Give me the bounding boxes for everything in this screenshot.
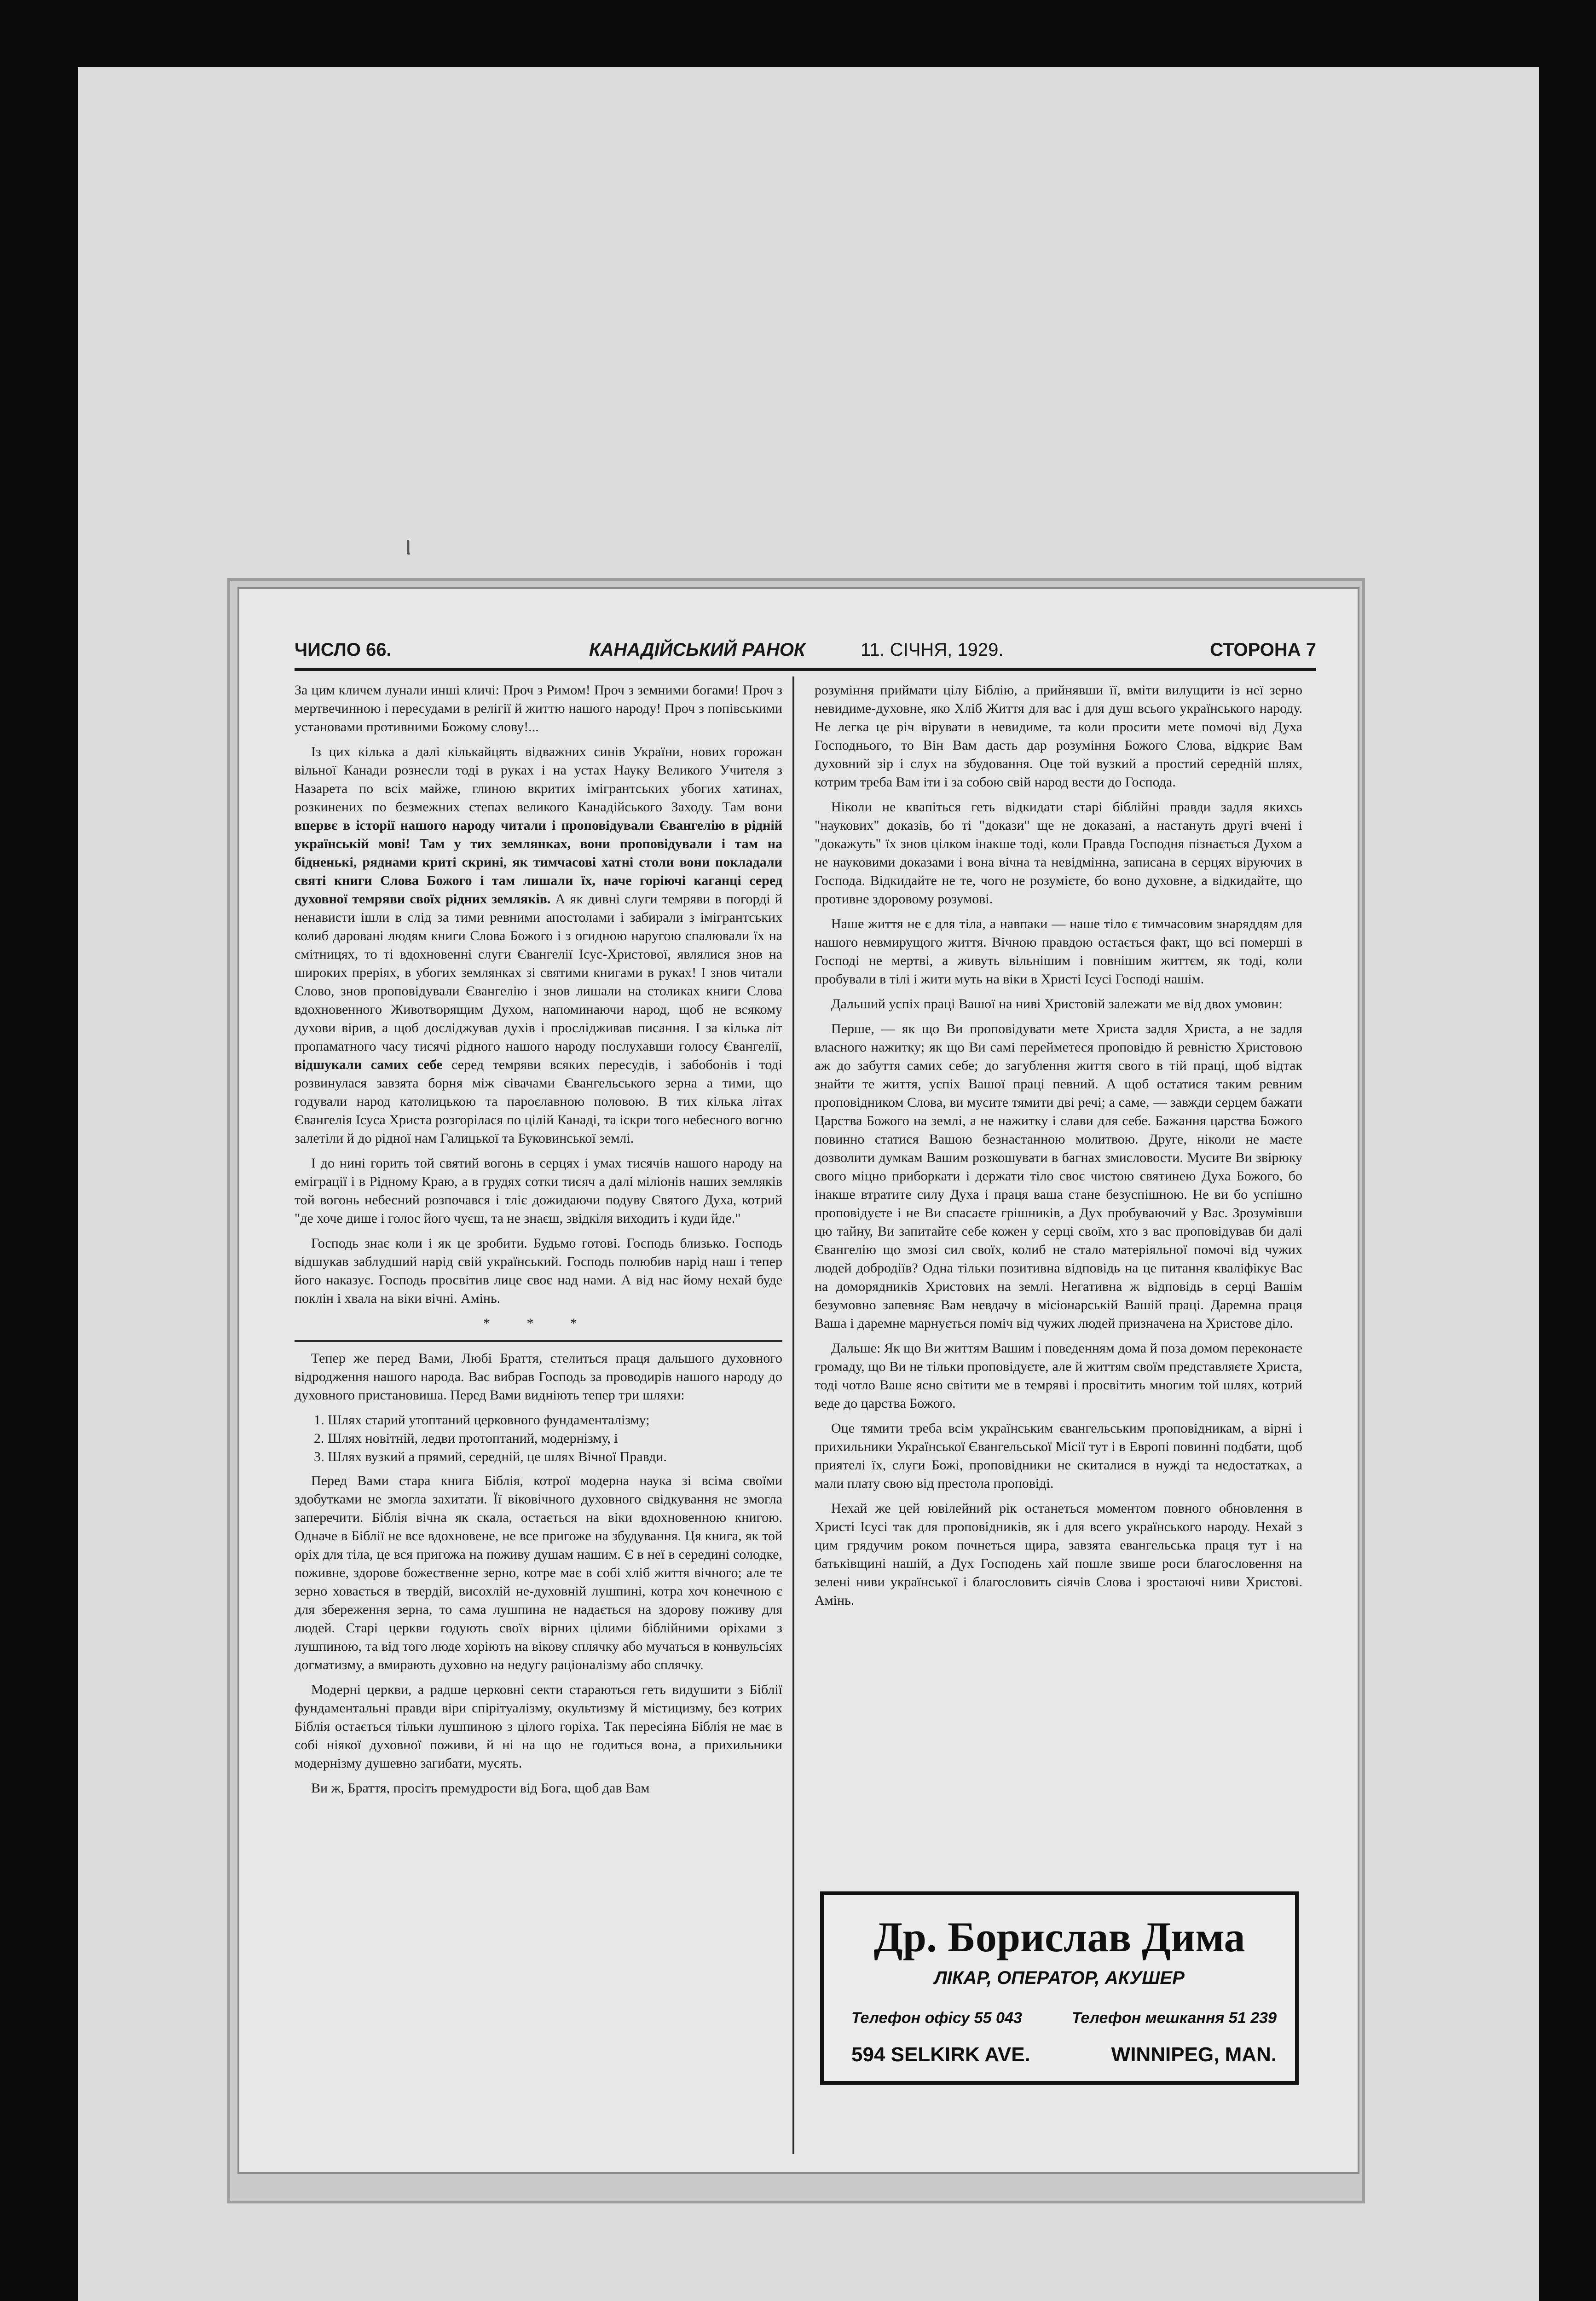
paragraph: За цим кличем лунали инші кличі: Проч з Римом! Проч з земними богами! Проч з мертвечинною і пересудами в релігії й життю нашого народу! Проч з попівськими установами противними Божому слову!...	[295, 682, 782, 734]
header-rule	[295, 668, 1316, 671]
paragraph: Оце тямити треба всім українським євангельським проповідникам, а вірні і прихильники Української Євангельської Місії тут і в Европі повинні подбати, щоб приятелі їх, слуги Божі, проповідники не скиталися в нужді та недостатках, а мали плату свою від престола проповіді.	[815, 1421, 1302, 1491]
page-header	[295, 635, 1316, 667]
doctor-advertisement	[820, 1891, 1299, 2085]
page-number: СТОРОНА 7	[1210, 640, 1316, 660]
list-item: 2. Шлях новітній, ледви протоптаний, модернізму, і	[328, 1429, 782, 1448]
text-run: серед темряви всяких пересудів, і забобонів і тоді розвинулася завзята борня між сівачами Євангельського зерна а тими, що годували народ католицькою та пароєлавною половою. В тих кілька літах Євангелія Ісуса Христа розгорілася по цілій Канаді, та іскри того небесного вогню залетіли й до рідної нам Галицької та Буковинської землі.	[295, 1057, 783, 1146]
paragraph: Наше життя не є для тіла, а навпаки — наше тіло є тимчасовим знаряддям для нашого невмирущого життя. Вічною правдою остається факт, що всі померші в Господі не мертві, а живуть вільнішим і повнішим життєм, як тоді, коли пробували в тілі і жити муть на віки в Христі Ісусі Господі нашім.	[815, 916, 1302, 987]
paragraph: розуміння приймати цілу Біблію, а прийнявши її, вміти вилущити із неї зерно невидиме-духовне, яко Хліб Життя для вас і для душ всього українського народу. Не легка це річ вірувати в невидиме, та коли просити мете помочі від Духа Господнього, то Він Вам дасть дар розуміння Божого Слова, відкриє Вам духовний зір і слух на збудовання. Оце той вузкий а простий середній шлях, котрим треба Вам іти і за собою свій народ вести до Господа.	[815, 682, 1302, 790]
ad-home-phone: Телефон мешкання 51 239	[1071, 2009, 1277, 2027]
paragraph: Дальше: Як що Ви життям Вашим і поведенням дома й поза домом переконаєте громаду, що Ви не тільки проповідуєте, але й життям своїм представляєте Христа, тоді чотло Ваше ясно світити ме в темряві і просвітить многим той шлях, котрий веде до царства Божого.	[815, 1341, 1302, 1411]
paths-list	[295, 1411, 782, 1466]
paragraph: Модерні церкви, а радше церковні секти стараються геть видушити з Біблії фундаментальні правди віри спірітуалізму, окультизму й містицизму, без котрих Біблія остається тільки лушпиною з цілого горіха. Так пересіяна Біблія не має в собі ніякої духовної поживи, й ні на що не годиться вона, а прихильники модернізму душевно загибати, мусять.	[295, 1682, 782, 1771]
ad-city: WINNIPEG, MAN.	[1111, 2043, 1277, 2066]
bold-text-run: впервє в історії нашого народу читали і проповідували Євангелію в рідній українській мові! Там у тих землянках, вони проповідували і там на бідненькі, ряднами криті скрині, як тимчасові хатні столи вони покладали святі книги Слова Божого і там лишали їх, наче горіючі каганці серед духовної темряви своїх рідних земляків.	[295, 818, 782, 907]
paragraph: Ви ж, Браття, просіть премудрости від Бога, щоб дав Вам	[311, 1781, 650, 1796]
paragraph: Ніколи не квапіться геть відкидати старі біблійні правди задля якихсь "наукових" доказів, бо ті "докази" ще не доказані, а настануть другі вчені і "докажуть" їх знов цілком інакше тоді, коли Правда Господня пізнається Духом а не науковими доказами і вона вічна та невідмінна, записана в серцях віруючих в Господа. Відкидайте не те, чого не розумієте, бо воно духовне, а відкидайте, що противне здоровому розумові.	[815, 799, 1302, 907]
issue-date: 11. СІЧНЯ, 1929.	[861, 640, 1004, 660]
film-scratch-mark: ι	[405, 530, 411, 561]
text-run: Із цих кілька а далі кількайцять відважних синів України, нових горожан вільної Канади рознесли тоді в руках і на устах Науку Великого Учителя з Назарета по всіх майже, глиною вкритих імігрантських убогих хатинах, розкинених по безмежних степах великого Канадійського Заходу. Там вони	[295, 744, 782, 815]
paragraph: Тепер же перед Вами, Любі Браття, стелиться праця дальшого духовного відродження нашого народа. Вас вибрав Господь за проводирів нашого народу до духовного пристановиша. Перед Вами видніють тепер три шляхи:	[295, 1351, 782, 1403]
masthead: КАНАДІЙСЬКИЙ РАНОК	[589, 640, 805, 660]
paragraph: Господь знає коли і як це зробити. Будьмо готові. Господь близько. Господь відшукав заблудший нарід свій український. Господь полюбив нарід наш і тепер його наказує. Господь просвітив лице своє над нами. А від нас йому нехай буде поклін і хвала на віки вічні. Амінь.	[295, 1236, 782, 1306]
paragraph: Нехай же цей ювілейний рік останеться моментом повного обновлення в Христі Ісусі так для проповідників, як і для всего українського народу. Нехай з цим грядучим роком почнеться щира, завзята евангельська праця тут і на батьківщині нашій, а Дух Господень хай пошле звише роси благословення на зелені ниви української і благословить сіячів Слова і зростаючі ниви Христові. Амінь.	[815, 1501, 1302, 1608]
ad-doctor-role: ЛІКАР, ОПЕРАТОР, АКУШЕР	[934, 1968, 1185, 1988]
section-rule	[295, 1340, 782, 1342]
bold-text-run: відшукали самих себе	[295, 1057, 443, 1072]
paragraph: Перше, — як що Ви проповідувати мете Христа задля Христа, а не задля власного нажитку; як що Ви самі перейметеся проповідю й ревністю Христовою аж до забуття самих себе; до загублення життя свого в тій праці, щоб відтак знайти те життя, успіх Вашої праці певний. А щоб остатися таким ревним проповідником Слова, ви мусите тямити дві речі; а саме, — завжди серцем бажати Царства Божого на землі, а не нажитку і слави для себе. Бажання царства Божого повинно статися Вашою безнастанною молитвою. Друге, ніколи не маєте дозволити думкам Вашим розкошувати в багнах змисловости. Мусите Ви звірюку свого міцно приборкати і держати тіло своє чистою святинею Духа Божого, бо інакше втратите силу Духа і праця ваша стане безуспішною. Не ви бо успішно проповідуєте і не Ви спасаєте грішників, а Дух пробуваючий у Вас. Зрозумівши цю тайну, Ви запитайте себе кожен у серці своїм, хто з вас проповідував би далі Євангелію що змозі сил своїх, колиб не стало матеріяльної помочі від чужих людей добродіїв? Одна тільки позитивна відповідь на це питання кваліфікує Вас на доморядників Христових на землі. Негативна ж відповідь в серці Вашім безумовно запевняє Вам невдачу в місіонарській Вашій праці. Даремна праця Ваша і даремне марнується поміч від чужих людей призначена на Христове діло.	[815, 1021, 1302, 1331]
list-item: 3. Шлях вузкий а прямий, середній, це шлях Вічної Правди.	[328, 1448, 782, 1466]
paragraph: Перед Вами стара книга Біблія, котрої модерна наука зі всіма своїми здобутками не змогла захитати. Її віковічного духовного свідкування не змогла заперечити. Біблія вічна як скала, остається на віки вдохновенною книгою. Одначе в Біблії не все вдохновене, не все пригоже на збудування. Ця книга, як той оріх для тіла, це вся пригожа на поживу душам нашим. Є в неї в середині солодке, поживне, здорове божественне зерно, котре має в собі хліб життя вічного; але те зерно ховається в твердій, висохлій не-духовній лушпині, котра хоч конечною є для збереження зерна, то сама лушпина не надається на здорову поживу для людей. Старі церкви годують своїх вірних цілими біблійними оріхами з лушпиною, та від того люде хоріють на вікову сплячку або мучаться в конвульсіях догматизму, а вмирають духовно на недугу раціоналізму або сплячку.	[295, 1473, 782, 1672]
right-column	[815, 681, 1302, 1616]
left-column	[295, 681, 782, 1804]
issue-number: ЧИСЛО 66.	[295, 640, 392, 660]
column-divider	[792, 676, 794, 2154]
newspaper-page	[239, 589, 1358, 2172]
paragraph: Дальший успіх праці Вашої на ниві Христовій залежати ме від двох умовин:	[831, 996, 1283, 1012]
ad-address: 594 SELKIRK AVE.	[851, 2043, 1030, 2066]
list-item: 1. Шлях старий утоптаний церковного фундаменталізму;	[328, 1411, 782, 1429]
ad-doctor-name: Др. Борислав Дима	[873, 1914, 1245, 1960]
ad-office-phone: Телефон офісу 55 043	[851, 2009, 1022, 2027]
section-stars: * * *	[483, 1316, 594, 1331]
paragraph	[295, 743, 782, 1148]
paragraph: І до нині горить той святий вогонь в серцях і умах тисячів нашого народу на еміграції і в Рідному Краю, а в грудях сотки тисяч а далі міліонів наших земляків той вогонь небесний розпочався і тліє дожидаючи подуву Святого Духа, котрий "де хоче дише і голос його чуєш, та не знаєш, звідкіля виходить і куди йде."	[295, 1156, 782, 1226]
text-run: А як дивні слуги темряви в погорді й ненависти ішли в слід за тими ревними апостолами і забирали з імігрантських колиб даровані людям книги Слова Божого і з огидною наругою спалювали їх на смітницях, то ті вдохновенні слуги Євангелії Ісус-Христової, являлися знов на широких преріях, в убогих землянках зі святими книгами в руках! І знов читали Слово, знов проповідували Євангелію і знов лишали на столиках книги Слова вдохновенного Животворящим Духом, напоминаючи народ, щоб не всякому духови вірив, а щоб досліджував духів і прослідживав писання. І за кілька літ пропаматного часу тисячі рідного нашого народу послухавши голосу Євангелії,	[295, 891, 782, 1054]
